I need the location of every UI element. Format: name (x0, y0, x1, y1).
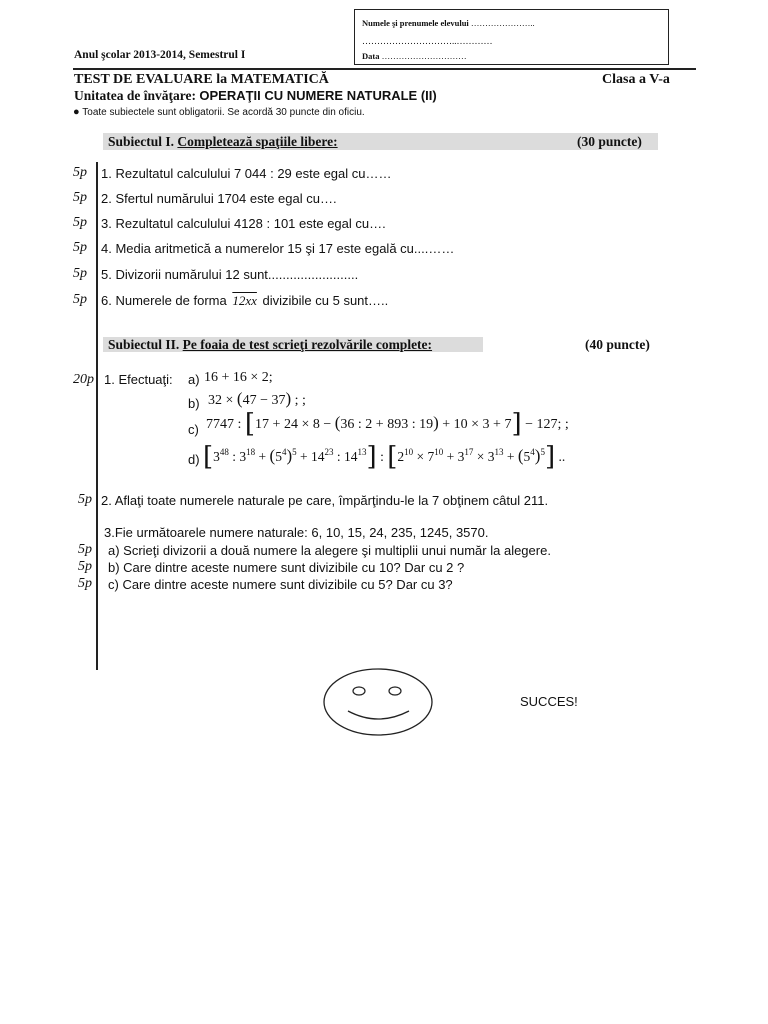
item2-text: 2. Sfertul numărului 1704 este egal cu…. (101, 191, 337, 206)
ex1b-expression: 32 × (47 − 37) ; ; (208, 389, 306, 408)
item5-points: 5p (73, 266, 87, 281)
ex1b-label: b) (188, 396, 200, 411)
ex2-points: 5p (78, 492, 92, 507)
item4-points: 5p (73, 240, 87, 255)
ex1a-label: a) (188, 372, 200, 387)
ex3b-points: 5p (78, 559, 92, 574)
test-title: TEST DE EVALUARE la MATEMATICĂ (74, 72, 329, 87)
ex1d-label: d) (188, 452, 200, 467)
item1-text: 1. Rezultatul calculului 7 044 : 29 este egal cu…… (101, 166, 392, 181)
ex3a-points: 5p (78, 542, 92, 557)
student-name-dots: ………………….. (470, 18, 535, 28)
item6-text-before: 6. Numerele de forma (101, 293, 231, 308)
unit-line (74, 88, 437, 104)
ex1-label: 1. Efectuaţi: (104, 372, 173, 387)
header-rule (73, 68, 696, 70)
grade-label: Clasa a V-a (602, 72, 670, 87)
student-name-line (362, 18, 535, 28)
ex3-intro: 3.Fie următoarele numere naturale: 6, 10, 15, 24, 235, 1245, 3570. (104, 525, 489, 540)
item6-overline-number: 12xx (232, 293, 257, 308)
ex3b-text: b) Care dintre aceste numere sunt divizibile cu 10? Dar cu 2 ? (108, 560, 465, 575)
ex1-points: 20p (73, 372, 94, 387)
section2-title: Pe foaia de test scrieţi rezolvările complete: (182, 337, 433, 352)
section1-points: (30 puncte) (577, 134, 642, 149)
unit-value: OPERAŢII CU NUMERE NATURALE (II) (199, 88, 437, 103)
item4-text: 4. Media aritmetică a numerelor 15 şi 17 este egală cu....…… (101, 241, 455, 256)
ex1d-expression: [$3^{48}$ : $3^{18} + (5^4)^5 + 14^{23}$ : $14^{13}$] : $[2^{10} \times 7^{10} + 3^{17} \times 3^{13} + (5^4)^5]$ .. (203, 442, 566, 472)
student-name-line-2: …………………………..………… (362, 36, 493, 46)
item3-text: 3. Rezultatul calculului 4128 : 101 este egal cu…. (101, 216, 386, 231)
ex3c-points: 5p (78, 576, 92, 591)
item5-text: 5. Divizorii numărului 12 sunt......................... (101, 267, 359, 282)
unit-label: Unitatea de învăţare: (74, 88, 196, 103)
item3-points: 5p (73, 215, 87, 230)
ex1c-label: c) (188, 422, 199, 437)
item6-points: 5p (73, 292, 87, 307)
item6-text (101, 293, 388, 309)
item6-text-after: divizibile cu 5 sunt….. (262, 293, 389, 308)
section1-label: Subiectul I. (108, 134, 175, 149)
ex2-text: 2. Aflaţi toate numerele naturale pe care, împărţindu-le la 7 obţinem câtul 211. (101, 493, 549, 508)
date-dots: ………………………… (381, 51, 467, 61)
date-line (362, 51, 467, 61)
ex1c-expression: 7747 : [17 + 24 × 8 − (36 : 2 + 893 : 19) + 10 × 3 + 7] − 127; ; (206, 409, 569, 439)
margin-line (96, 162, 98, 670)
section2-label: Subiectul II. (108, 337, 180, 352)
section1-title: Completează spaţiile libere: (177, 134, 338, 149)
instructions-note (73, 106, 365, 118)
ex1a-expression: 16 + 16 × 2; (204, 370, 273, 385)
date-label: Data (362, 51, 380, 61)
school-year: Anul şcolar 2013-2014, Semestrul I (74, 49, 246, 61)
section1-header (108, 134, 338, 150)
section2-points: (40 puncte) (585, 337, 650, 352)
ex3a-text: a) Scrieţi divizorii a două numere la alegere şi multiplii unui număr la alegere. (108, 543, 551, 558)
student-name-label: Numele şi prenumele elevului (362, 18, 469, 28)
smiley-face-icon (322, 667, 434, 737)
success-message: SUCCES! (520, 694, 578, 709)
item2-points: 5p (73, 190, 87, 205)
instructions-text: Toate subiectele sunt obligatorii. Se acordă 30 puncte din oficiu. (82, 107, 365, 118)
section2-header (108, 337, 432, 353)
ex3c-text: c) Care dintre aceste numere sunt divizibile cu 5? Dar cu 3? (108, 577, 453, 592)
item1-points: 5p (73, 165, 87, 180)
bullet-icon: ● (73, 106, 80, 118)
